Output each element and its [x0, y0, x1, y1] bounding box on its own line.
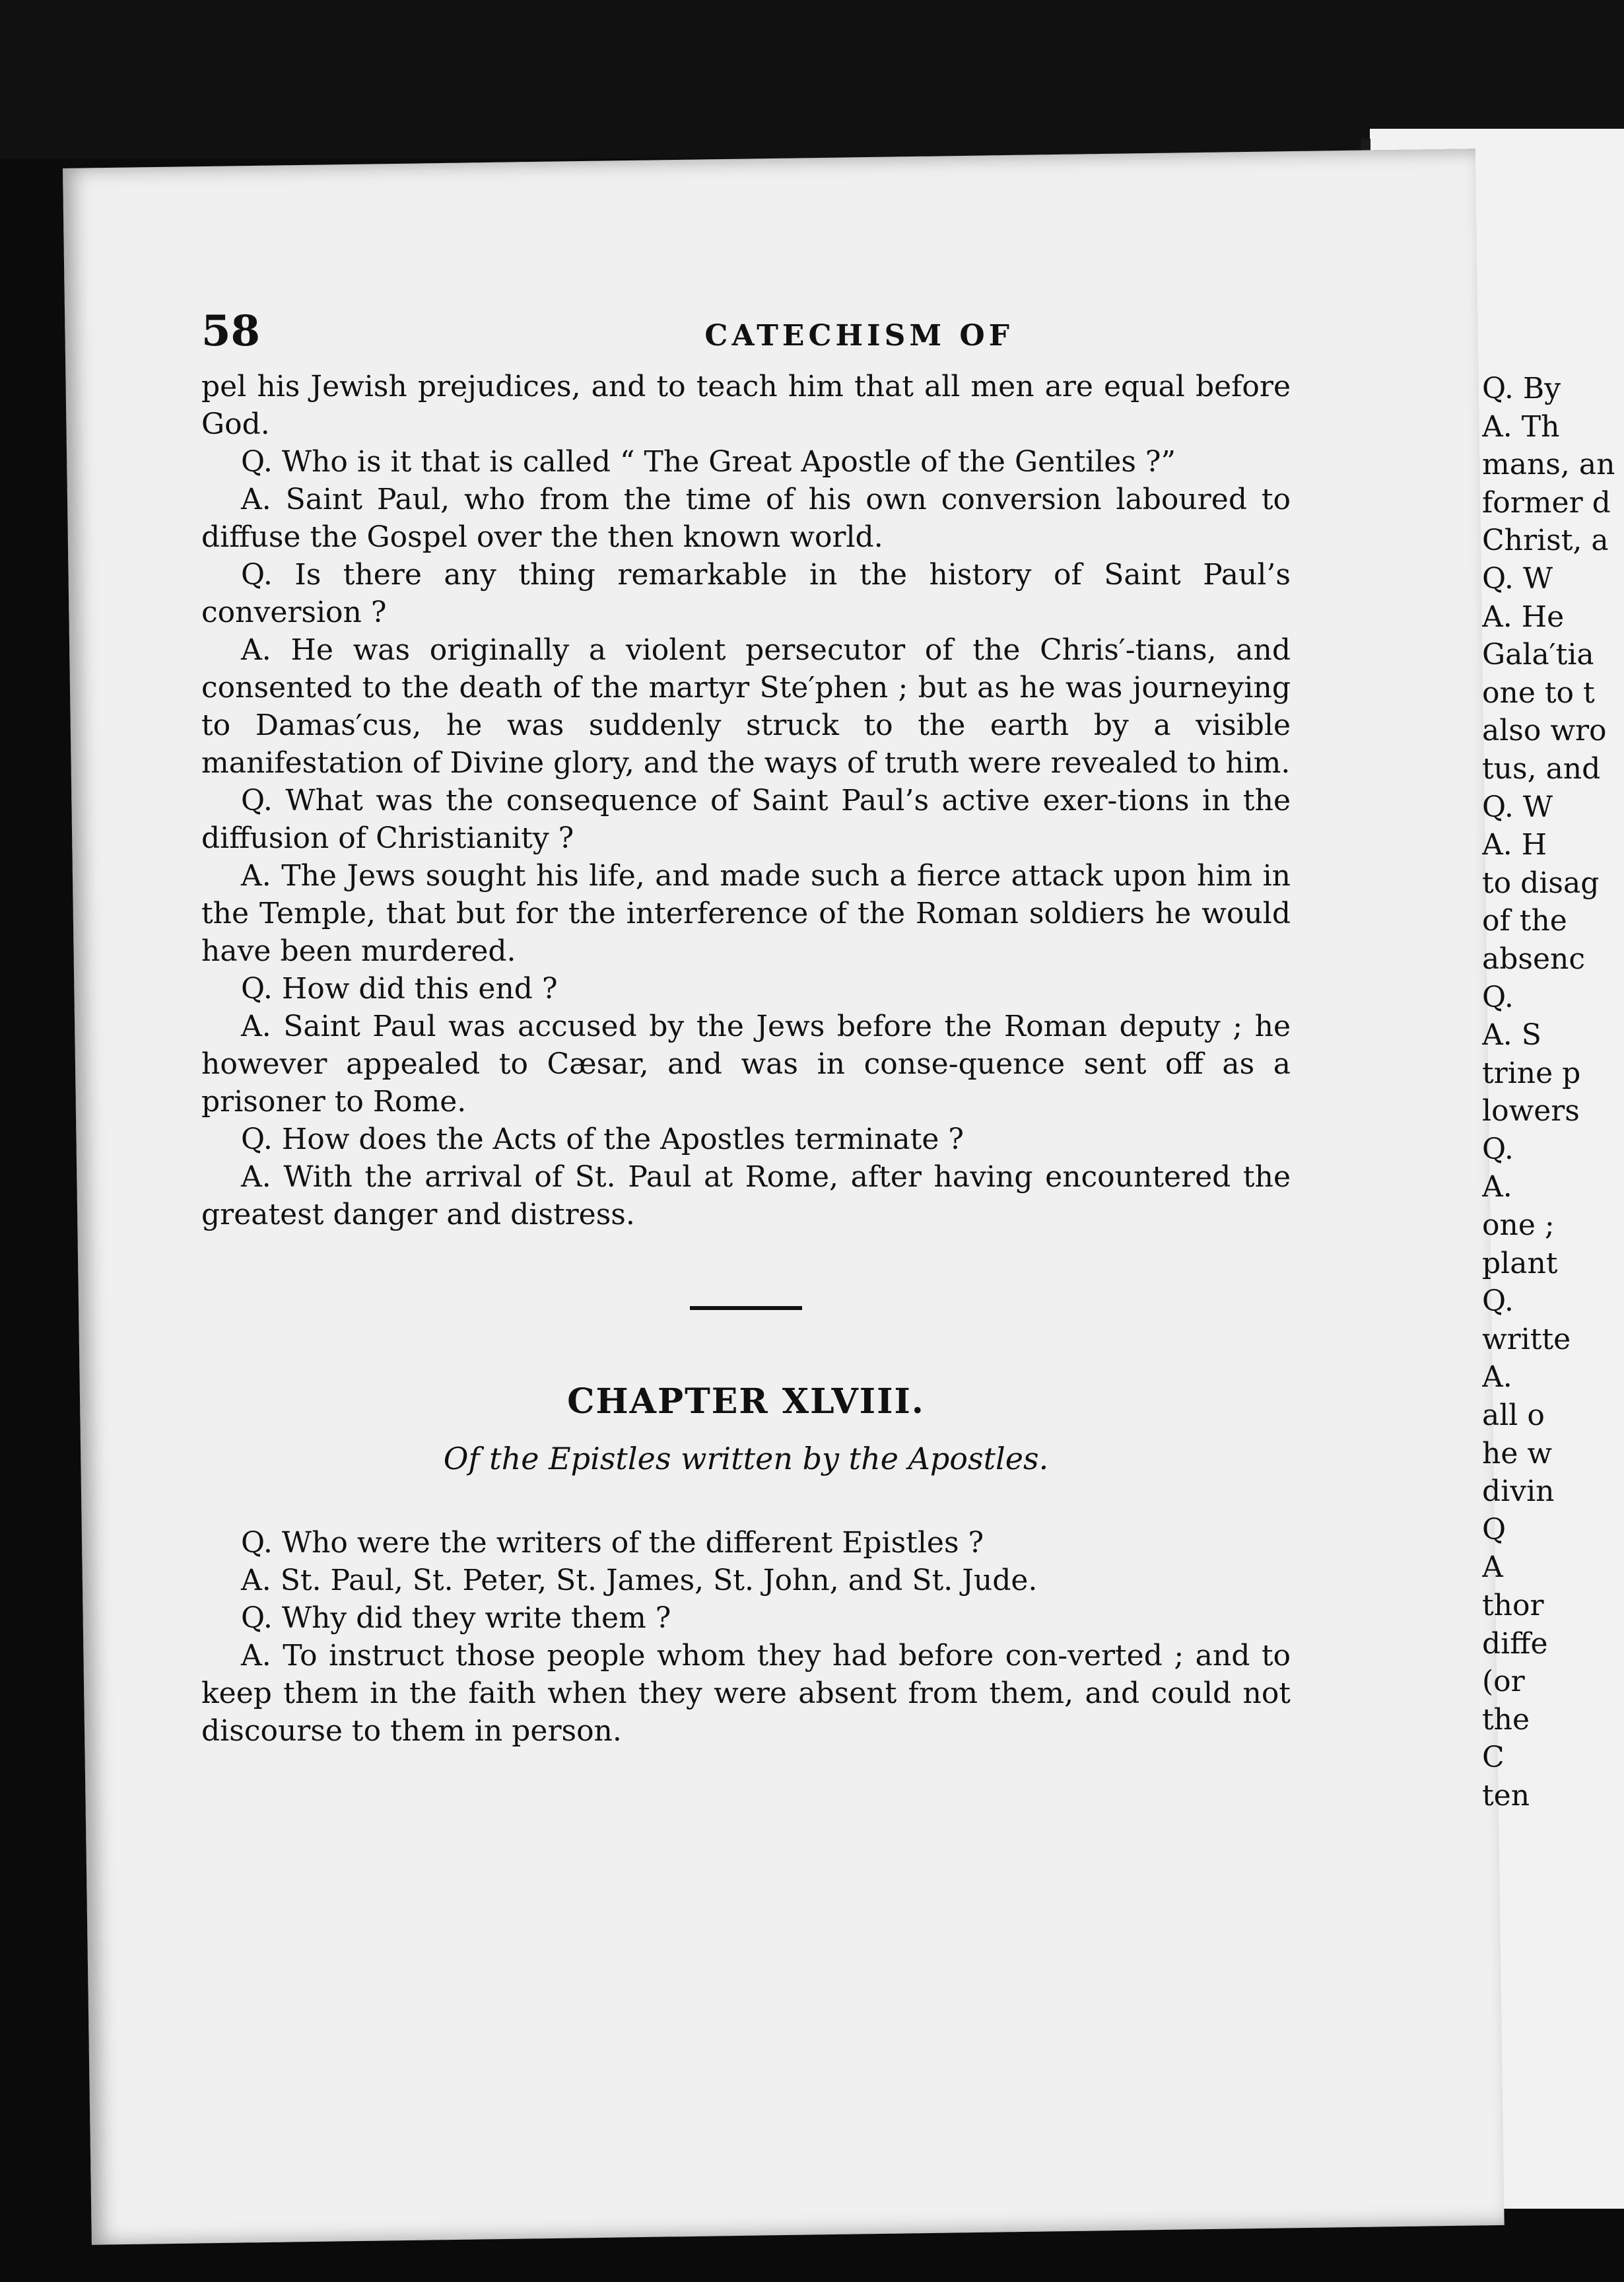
right-page-line: Q. By [1482, 372, 1561, 405]
right-page-line: one to t [1482, 675, 1595, 710]
right-page-line: A. [1482, 1360, 1512, 1395]
right-page-line: A. H [1482, 828, 1547, 862]
left-page-text [201, 306, 1291, 1750]
answer: A. With the arrival of St. Paul at Rome, after having encountered the greatest danger and distress. [201, 1160, 1291, 1231]
right-page-line: all o [1482, 1399, 1545, 1433]
right-page-line: also wro [1482, 714, 1607, 748]
question: Q. What was the consequence of Saint Paul’s active exer-tions in the diffusion of Christianity ? [201, 784, 1291, 855]
right-page-line: plant [1482, 1246, 1558, 1280]
right-page-line: mans, an [1482, 448, 1615, 482]
right-page-line: Christ, a [1482, 524, 1609, 558]
question: Q. Who is it that is called “ The Great Apostle of the Gentiles ?” [241, 445, 1176, 479]
right-page-line: of the [1482, 904, 1567, 938]
section-divider [690, 1306, 802, 1310]
right-page-line: lowers [1482, 1094, 1580, 1128]
right-page-line: writte [1482, 1322, 1571, 1356]
right-page-line: former d [1482, 485, 1611, 520]
right-page-line: diffe [1482, 1626, 1548, 1661]
right-page-line: the [1482, 1702, 1530, 1737]
right-page-line: divin [1482, 1474, 1555, 1509]
right-page-line: A. S [1482, 1018, 1541, 1053]
right-page-line: Q. [1482, 980, 1514, 1014]
answer: A. Saint Paul was accused by the Jews before the Roman deputy ; he however appealed to Cæsar, and was in conse-quence sent off as a prisoner to Rome. [201, 1010, 1291, 1119]
right-page-line: A. [1482, 1170, 1512, 1204]
right-page-line: one ; [1482, 1208, 1555, 1243]
paragraph: pel his Jewish prejudices, and to teach him that all men are equal before God. [201, 370, 1291, 441]
answer: A. St. Paul, St. Peter, St. James, St. John, and St. Jude. [241, 1564, 1038, 1597]
right-page-line: C [1482, 1741, 1505, 1775]
running-head-title: CATECHISM OF [704, 319, 1013, 353]
question: Q. Why did they write them ? [241, 1601, 671, 1635]
right-page-line: to disag [1482, 866, 1600, 900]
answer: A. He was originally a violent persecutor of the Chris′-tians, and consented to the death of the martyr Ste′phen ; but as he was journeying to Damas′cus, he was suddenly struck to the earth by a visible manifestation of Divine glory, and the ways of truth were revealed to him. [201, 633, 1291, 780]
right-page-line: trine p [1482, 1056, 1581, 1090]
answer: A. The Jews sought his life, and made such a fierce attack upon him in the Temple, that but for the interference of the Roman soldiers he would have been murdered. [201, 859, 1291, 968]
right-page-text-fragments [1482, 370, 1624, 1815]
right-page-line: A. Th [1482, 409, 1560, 444]
chapter-subtitle: Of the Epistles written by the Apostles. [443, 1441, 1049, 1476]
answer: A. To instruct those people whom they had before con-verted ; and to keep them in the faith when they were absent from them, and could not discourse to them in person. [201, 1639, 1291, 1748]
answer: A. Saint Paul, who from the time of his own conversion laboured to diffuse the Gospel over the then known world. [201, 483, 1291, 554]
right-page-line: Q [1482, 1512, 1506, 1546]
running-header [201, 306, 1291, 356]
chapter-title: CHAPTER XLVIII. [567, 1381, 925, 1422]
right-page-line: thor [1482, 1589, 1544, 1622]
question: Q. Is there any thing remarkable in the history of Saint Paul’s conversion ? [201, 558, 1291, 629]
right-page-line: A [1482, 1550, 1503, 1585]
question: Q. How does the Acts of the Apostles terminate ? [241, 1123, 964, 1156]
right-page-line: ten [1482, 1778, 1530, 1813]
right-page-line: (or [1482, 1665, 1525, 1699]
right-page-line: Q. [1482, 1132, 1514, 1166]
question: Q. Who were the writers of the different Epistles ? [241, 1526, 984, 1560]
page-number: 58 [201, 306, 261, 356]
question: Q. How did this end ? [241, 972, 558, 1006]
right-page-line: Q. W [1482, 561, 1553, 596]
right-page-line: A. He [1482, 600, 1565, 634]
right-page-line: Q. W [1482, 790, 1553, 824]
right-page-line: absenc [1482, 942, 1585, 976]
right-page-line: he w [1482, 1436, 1553, 1470]
right-page-line: Gala′tia [1482, 638, 1594, 672]
right-page-line: tus, and [1482, 751, 1601, 786]
right-page-line: Q. [1482, 1284, 1514, 1319]
